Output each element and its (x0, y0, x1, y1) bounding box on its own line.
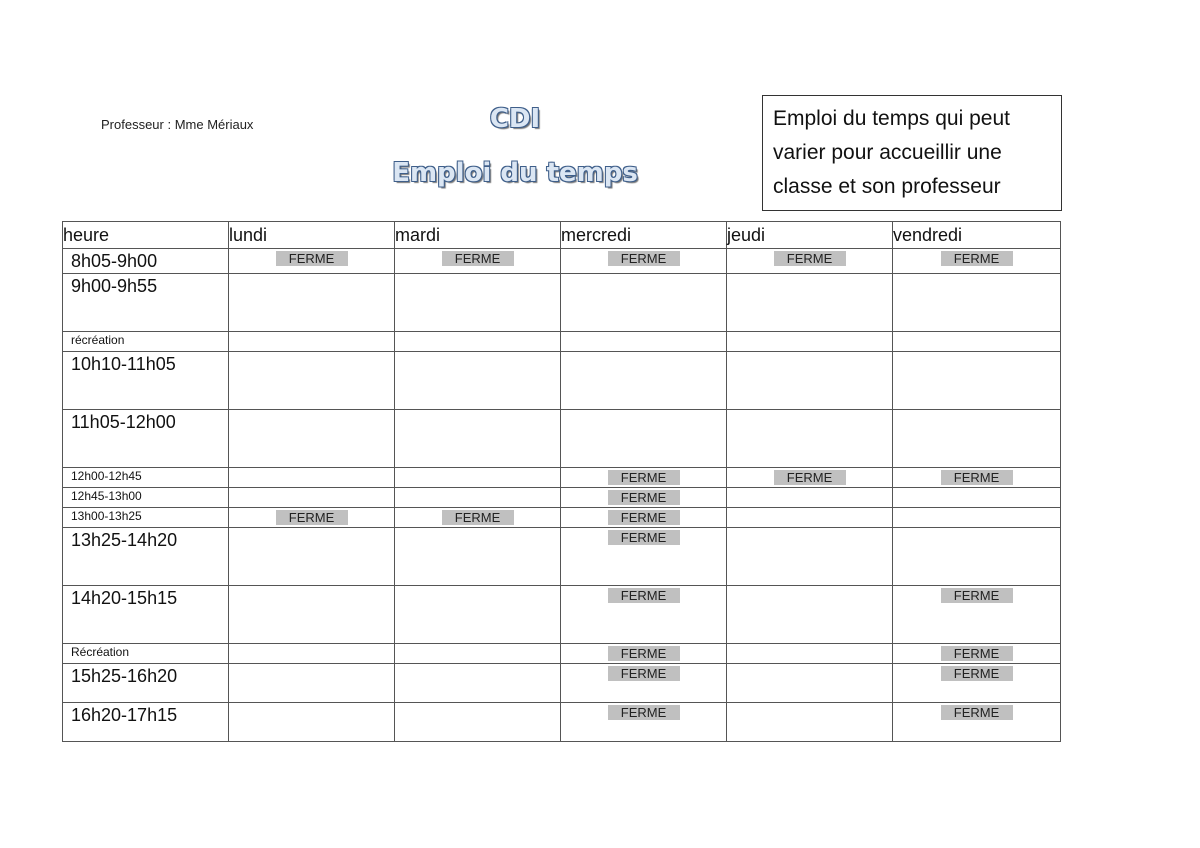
cell-mardi (395, 703, 561, 742)
cell-vendredi (893, 468, 1061, 488)
cell-lundi (229, 468, 395, 488)
closed-badge: FERME (608, 490, 680, 505)
cell-jeudi (727, 508, 893, 528)
closed-badge: FERME (941, 666, 1013, 681)
cell-mardi (395, 332, 561, 352)
closed-badge: FERME (608, 470, 680, 485)
cell-mardi (395, 468, 561, 488)
closed-badge: FERME (941, 470, 1013, 485)
header-row (63, 222, 1061, 249)
cell-jeudi (727, 332, 893, 352)
closed-badge: FERME (941, 251, 1013, 266)
cell-mardi (395, 274, 561, 332)
page-subtitle: Emploi du temps (392, 158, 638, 188)
closed-badge: FERME (941, 588, 1013, 603)
cell-lundi (229, 410, 395, 468)
cell-mardi (395, 586, 561, 644)
cell-mercredi (561, 664, 727, 703)
cell-vendredi (893, 508, 1061, 528)
table-row (63, 528, 1061, 586)
cell-mercredi (561, 274, 727, 332)
closed-badge: FERME (276, 510, 348, 525)
cell-lundi (229, 586, 395, 644)
cell-jeudi (727, 249, 893, 274)
cell-jeudi (727, 528, 893, 586)
table-row (63, 644, 1061, 664)
time-slot: 12h00-12h45 (63, 468, 229, 488)
cell-jeudi (727, 468, 893, 488)
time-slot: Récréation (63, 644, 229, 664)
time-slot: récréation (63, 332, 229, 352)
cell-jeudi (727, 352, 893, 410)
cell-jeudi (727, 703, 893, 742)
closed-badge: FERME (608, 646, 680, 661)
cell-lundi (229, 664, 395, 703)
table-row (63, 352, 1061, 410)
cell-vendredi (893, 352, 1061, 410)
cell-mardi (395, 664, 561, 703)
cell-mercredi (561, 352, 727, 410)
schedule-table (62, 221, 1061, 742)
cell-mercredi (561, 586, 727, 644)
cell-lundi (229, 508, 395, 528)
cell-jeudi (727, 488, 893, 508)
header-heure: heure (63, 222, 229, 249)
time-slot: 16h20-17h15 (63, 703, 229, 742)
time-slot: 13h00-13h25 (63, 508, 229, 528)
cell-lundi (229, 332, 395, 352)
time-slot: 11h05-12h00 (63, 410, 229, 468)
closed-badge: FERME (774, 470, 846, 485)
time-slot: 14h20-15h15 (63, 586, 229, 644)
header-jeudi: jeudi (727, 222, 893, 249)
closed-badge: FERME (608, 588, 680, 603)
cell-jeudi (727, 410, 893, 468)
cell-vendredi (893, 274, 1061, 332)
cell-mercredi (561, 332, 727, 352)
table-row (63, 274, 1061, 332)
cell-mercredi (561, 644, 727, 664)
cell-mardi (395, 249, 561, 274)
cell-jeudi (727, 586, 893, 644)
header-mercredi: mercredi (561, 222, 727, 249)
note-box: Emploi du temps qui peut varier pour accueillir une classe et son professeur (762, 95, 1062, 211)
cell-mercredi (561, 468, 727, 488)
cell-mardi (395, 352, 561, 410)
cell-vendredi (893, 528, 1061, 586)
closed-badge: FERME (608, 666, 680, 681)
cell-vendredi (893, 332, 1061, 352)
header-vendredi: vendredi (893, 222, 1061, 249)
closed-badge: FERME (608, 251, 680, 266)
table-row (63, 488, 1061, 508)
closed-badge: FERME (442, 510, 514, 525)
table-row (63, 468, 1061, 488)
table-row (63, 332, 1061, 352)
cell-lundi (229, 528, 395, 586)
cell-jeudi (727, 664, 893, 703)
cell-mercredi (561, 488, 727, 508)
page-title: CDI (489, 104, 541, 134)
cell-mercredi (561, 249, 727, 274)
time-slot: 12h45-13h00 (63, 488, 229, 508)
closed-badge: FERME (608, 530, 680, 545)
time-slot: 8h05-9h00 (63, 249, 229, 274)
closed-badge: FERME (774, 251, 846, 266)
teacher-name: Professeur : Mme Mériaux (101, 117, 254, 132)
table-row (63, 508, 1061, 528)
closed-badge: FERME (941, 705, 1013, 720)
cell-mercredi (561, 703, 727, 742)
table-row (63, 410, 1061, 468)
cell-lundi (229, 644, 395, 664)
cell-mardi (395, 410, 561, 468)
closed-badge: FERME (442, 251, 514, 266)
header-lundi: lundi (229, 222, 395, 249)
cell-mardi (395, 488, 561, 508)
cell-vendredi (893, 644, 1061, 664)
cell-vendredi (893, 664, 1061, 703)
header-mardi: mardi (395, 222, 561, 249)
cell-lundi (229, 249, 395, 274)
closed-badge: FERME (941, 646, 1013, 661)
cell-jeudi (727, 644, 893, 664)
cell-vendredi (893, 488, 1061, 508)
cell-mardi (395, 528, 561, 586)
cell-jeudi (727, 274, 893, 332)
cell-mardi (395, 644, 561, 664)
cell-mercredi (561, 508, 727, 528)
table-row (63, 664, 1061, 703)
closed-badge: FERME (608, 705, 680, 720)
table-row (63, 249, 1061, 274)
cell-lundi (229, 703, 395, 742)
cell-vendredi (893, 410, 1061, 468)
closed-badge: FERME (276, 251, 348, 266)
table-row (63, 586, 1061, 644)
cell-vendredi (893, 586, 1061, 644)
time-slot: 10h10-11h05 (63, 352, 229, 410)
table-row (63, 703, 1061, 742)
cell-vendredi (893, 249, 1061, 274)
cell-lundi (229, 488, 395, 508)
time-slot: 9h00-9h55 (63, 274, 229, 332)
cell-lundi (229, 274, 395, 332)
time-slot: 15h25-16h20 (63, 664, 229, 703)
time-slot: 13h25-14h20 (63, 528, 229, 586)
cell-mercredi (561, 528, 727, 586)
cell-mardi (395, 508, 561, 528)
cell-lundi (229, 352, 395, 410)
cell-vendredi (893, 703, 1061, 742)
closed-badge: FERME (608, 510, 680, 525)
cell-mercredi (561, 410, 727, 468)
